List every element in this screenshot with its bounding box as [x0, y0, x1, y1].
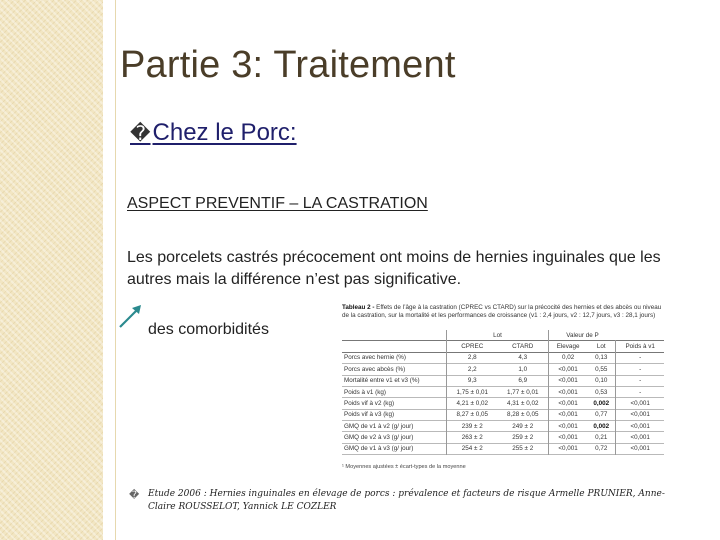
group-header-p: Valeur de P — [549, 330, 616, 341]
cell-cprec: 239 ± 2 — [447, 421, 498, 432]
column-header: Poids à v1 — [616, 341, 664, 352]
row-label: GMQ de v2 à v3 (g/ jour) — [344, 434, 414, 442]
cell-poids: <0,001 — [616, 409, 664, 420]
table-row — [342, 375, 664, 386]
reference-citation: Etude 2006 : Hernies inguinales en élevage de porcs : prévalence et facteurs de risque Armelle PRUNIER, Anne-Claire ROUSSELOT, Yannick LE COZLER — [148, 489, 665, 512]
cell-elevage: <0,001 — [549, 398, 588, 409]
row-label: GMQ de v1 à v2 (g/ jour) — [344, 422, 414, 430]
cell-ctard: 6,9 — [518, 377, 528, 385]
column-header: Lot — [596, 343, 606, 351]
table-caption-line2: de la castration, sur la mortalité et les performances de croissance (v1 : 2,4 jours, v2 : 12,7 jours, v3 : 28,1 jours) — [342, 311, 656, 319]
cell-cprec: 8,27 ± 0,05 — [447, 409, 498, 420]
cell-poids: - — [616, 364, 664, 375]
cell-lot: 0,10 — [595, 377, 608, 385]
row-label: Poids vif à v3 (kg) — [344, 411, 395, 419]
table-row — [342, 352, 664, 363]
cell-ctard: 259 ± 2 — [512, 434, 534, 442]
cell-cprec: 2,2 — [447, 364, 498, 375]
cell-cprec: 1,75 ± 0,01 — [447, 386, 498, 397]
cell-poids: <0,001 — [616, 443, 664, 454]
table-row — [342, 432, 664, 443]
cell-poids: - — [616, 375, 664, 386]
cell-ctard: 1,0 — [518, 365, 528, 373]
cell-ctard: 4,31 ± 0,02 — [507, 399, 539, 407]
cell-lot: 0,55 — [595, 365, 608, 373]
main-bullet-text: Chez le Porc: — [152, 119, 297, 146]
cell-ctard: 1,77 ± 0,01 — [507, 388, 539, 396]
table-caption-line1: Effets de l’âge à la castration (CPREC vs CTARD) sur la précocité des hernies et des abcès ou niveau — [374, 304, 662, 311]
results-table — [342, 330, 664, 455]
table-row — [342, 421, 664, 432]
cell-lot: 0,002 — [593, 422, 610, 430]
data-table-figure — [342, 304, 672, 472]
cell-poids: <0,001 — [616, 432, 664, 443]
cell-elevage: <0,001 — [549, 364, 588, 375]
slide-title: Partie 3: Traitement — [120, 44, 456, 86]
cell-elevage: <0,001 — [549, 386, 588, 397]
table-footnote: ¹ Moyennes ajustées ± écart-types de la moyenne — [342, 464, 466, 470]
row-label: Poids à v1 (kg) — [344, 388, 386, 396]
table-caption-label: Tableau 2 - — [342, 304, 375, 311]
cell-cprec: 254 ± 2 — [447, 443, 498, 454]
cell-elevage: <0,001 — [549, 443, 588, 454]
cell-elevage: <0,001 — [549, 375, 588, 386]
cell-ctard: 4,3 — [518, 354, 528, 362]
table-row — [342, 364, 664, 375]
cell-poids: - — [616, 386, 664, 397]
row-label: Mortalité entre v1 et v3 (%) — [344, 377, 420, 385]
body-paragraph: Les porcelets castrés précocement ont moins de hernies inguinales que les autres mais la différence n’est pas significative. — [127, 249, 661, 288]
comorbidities-text: des comorbidités — [148, 321, 269, 338]
cell-poids: <0,001 — [616, 421, 664, 432]
cell-elevage: <0,001 — [549, 421, 588, 432]
decorative-divider — [113, 0, 115, 540]
table-caption — [342, 304, 672, 319]
table-column-header-row — [342, 341, 664, 352]
cell-ctard: 249 ± 2 — [512, 422, 534, 430]
decorative-side-strip — [0, 0, 103, 540]
cell-ctard: 255 ± 2 — [512, 445, 534, 453]
cell-lot: 0,13 — [595, 354, 608, 362]
cell-elevage: <0,001 — [549, 432, 588, 443]
table-row — [342, 386, 664, 397]
row-label: Porcs avec hernie (%) — [344, 354, 406, 362]
section-heading: ASPECT PREVENTIF – LA CASTRATION — [127, 195, 428, 212]
column-header: Elevage — [549, 341, 588, 352]
cell-cprec: 9,3 — [447, 375, 498, 386]
reference-bullet-marker: � — [129, 490, 140, 501]
group-header-lot: Lot — [447, 330, 549, 341]
cell-lot: 0,72 — [595, 445, 608, 453]
bullet-marker: � — [130, 123, 151, 145]
cell-poids: - — [616, 352, 664, 363]
row-label: Poids vif à v2 (kg) — [344, 399, 395, 407]
row-label: Porcs avec abcès (%) — [344, 365, 406, 373]
cell-cprec: 2,8 — [447, 352, 498, 363]
table-row — [342, 398, 664, 409]
cell-lot: 0,21 — [595, 434, 608, 442]
cell-lot: 0,53 — [595, 388, 608, 396]
column-header: CTARD — [512, 343, 534, 351]
column-header: CPREC — [447, 341, 498, 352]
cell-ctard: 8,28 ± 0,05 — [507, 411, 539, 419]
diagonal-arrow-icon — [117, 302, 145, 330]
cell-lot: 0,002 — [593, 399, 610, 407]
table-group-header-row — [342, 330, 664, 341]
cell-poids: <0,001 — [616, 398, 664, 409]
cell-lot: 0,77 — [595, 411, 608, 419]
cell-cprec: 4,21 ± 0,02 — [447, 398, 498, 409]
cell-cprec: 263 ± 2 — [447, 432, 498, 443]
table-row — [342, 409, 664, 420]
cell-elevage: <0,001 — [549, 409, 588, 420]
main-bullet — [130, 119, 297, 147]
cell-elevage: 0,02 — [549, 352, 588, 363]
row-label: GMQ de v1 à v3 (g/ jour) — [344, 445, 414, 453]
table-row — [342, 443, 664, 454]
